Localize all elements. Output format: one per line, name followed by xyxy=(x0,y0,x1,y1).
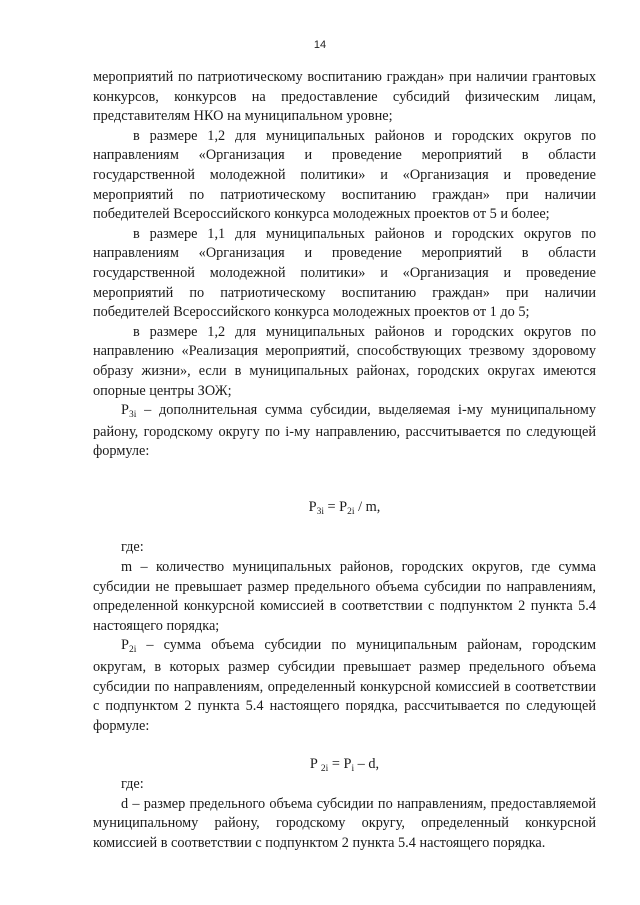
formula-p3 xyxy=(93,498,596,518)
m-definition: m – количество муниципальных районов, городских округов, где сумма субсидии не превышает размер предельного объема субсидии по направлениям, определенной конкурсной комиссией в соответствии с подпунктом 2 пункта 5.4 настоящего порядка; xyxy=(93,559,596,634)
where-label-1: где: xyxy=(121,539,144,556)
paragraph-continuation: мероприятий по патриотическому воспитанию граждан» при наличии грантовых конкурсов, конкурсов на предоставление субсидий физическим лицам, представителям НКО на муниципальном уровне; xyxy=(93,69,596,125)
where-label-2: где: xyxy=(121,776,144,792)
document-body xyxy=(93,68,596,853)
p3-definition-text: – дополнительная сумма субсидии, выделяемая i-му муниципальному району, городскому округу по i-му направлению, рассчитывается по следующей формуле: xyxy=(93,402,596,460)
formula-p2-mid-sub: i xyxy=(351,764,355,775)
formula-p2 xyxy=(93,755,596,775)
p3-definition xyxy=(93,401,596,462)
p3-symbol: P xyxy=(121,402,129,419)
paragraph-coefficient-1-1: в размере 1,1 для муниципальных районов и городских округов по направлениям «Организация и проведение мероприятий в области государственной молодежной политики» и «Организация и проведение мероприятий по патриотическому воспитанию граждан» при наличии победителей Всероссийского конкурса молодежных проектов от 1 до 5; xyxy=(93,225,596,321)
formula-p3-lhs-sub: 3i xyxy=(316,506,324,517)
formula-p3-mid-sub: 2i xyxy=(347,506,355,517)
formula-p2-rhs: – d, xyxy=(354,756,380,773)
p2-symbol: P xyxy=(121,637,129,654)
page-number: 14 xyxy=(313,39,327,51)
formula-p2-lhs: P xyxy=(309,756,321,773)
paragraph-coefficient-1-2-zozh: в размере 1,2 для муниципальных районов и городских округов по направлению «Реализация мероприятий, способствующих трезвому здоровому образу жизни», если в муниципальных районах, городских округах имеются опорные центры ЗОЖ; xyxy=(93,323,596,399)
p2-definition-text: – сумма объема субсидии по муниципальным районам, городским округам, в которых размер субсидии превышает размер предельного объема субсидии по направлениям, определенный конкурсной комиссией в соответствии с подпунктом 2 пункта 5.4 настоящего порядка, рассчитывается по следующей формуле: xyxy=(93,637,596,734)
p2-subscript: 2i xyxy=(128,645,137,656)
formula-p3-lhs: P xyxy=(308,498,317,515)
formula-p3-mid: = P xyxy=(323,498,348,515)
p3-subscript: 3i xyxy=(128,410,137,421)
formula-p3-rhs: / m, xyxy=(354,498,381,515)
formula-p2-mid: = P xyxy=(328,756,352,773)
d-definition: d – размер предельного объема субсидии по направлениям, предоставляемой муниципальному району, городскому округу, определенный конкурсной комиссией в соответствии с подпунктом 2 пункта 5.4 настоящего порядка. xyxy=(93,795,596,851)
p2-definition xyxy=(93,636,596,736)
formula-p2-lhs-sub: 2i xyxy=(320,764,329,775)
paragraph-coefficient-1-2-five-winners: в размере 1,2 для муниципальных районов и городских округов по направлениям «Организация и проведение мероприятий в области государственной молодежной политики» и «Организация и проведение мероприятий по патриотическому воспитанию граждан» при наличии победителей Всероссийского конкурса молодежных проектов от 5 и более; xyxy=(93,127,596,223)
